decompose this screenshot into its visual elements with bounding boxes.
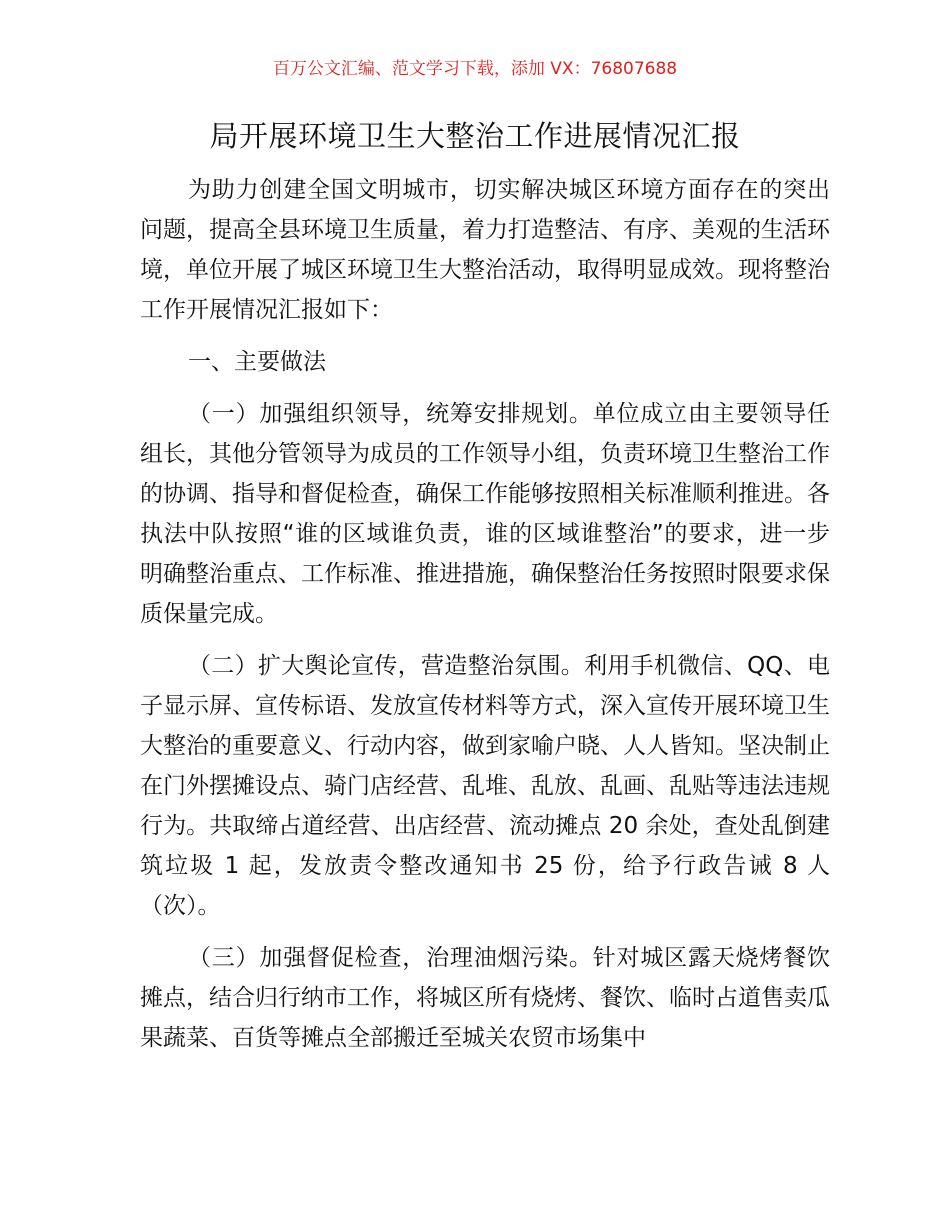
paragraph-inspection: （三）加强督促检查，治理油烟污染。针对城区露天烧烤餐饮摊点，结合归行纳市工作，将城区所有烧烤、餐饮、临时占道售卖瓜果蔬菜、百货等摊点全部搬迁至城关农贸市场集中 [140, 945, 830, 1051]
intro-paragraph: 为助力创建全国文明城市，切实解决城区环境方面存在的突出问题，提高全县环境卫生质量，着力打造整洁、有序、美观的生活环境，单位开展了城区环境卫生大整治活动，取得明显成效。现将整治工作开展情况汇报如下： [140, 177, 830, 323]
paragraph-organization-leadership: （一）加强组织领导，统筹安排规划。单位成立由主要领导任组长，其他分管领导为成员的工作领导小组，负责环境卫生整治工作的协调、指导和督促检查，确保工作能够按照相关标准顺利推进。各执法中队按照“谁的区域谁负责，谁的区域谁整治”的要求，进一步明确整治重点、工作标准、推进措施，确保整治任务按照时限要求保质保量完成。 [140, 401, 830, 627]
header-watermark-note: 百万公文汇编、范文学习下载，添加 VX：76807688 [272, 59, 678, 79]
document-title: 局开展环境卫生大整治工作进展情况汇报 [209, 119, 741, 153]
section-heading-main-practices: 一、主要做法 [188, 349, 326, 375]
paragraph-publicity: （二）扩大舆论宣传，营造整治氛围。利用手机微信、QQ、电子显示屏、宣传标语、发放宣传材料等方式，深入宣传开展环境卫生大整治的重要意义、行动内容，做到家喻户晓、人人皆知。坚决制止在门外摆摊设点、骑门店经营、乱堆、乱放、乱画、乱贴等违法违规行为。共取缔占道经营、出店经营、流动摊点 20 余处，查处乱倒建筑垃圾 1 起，发放责令整改通知书 25 份，给予行政告诫 8 人（次）。 [140, 653, 830, 919]
document-body [140, 170, 830, 1070]
